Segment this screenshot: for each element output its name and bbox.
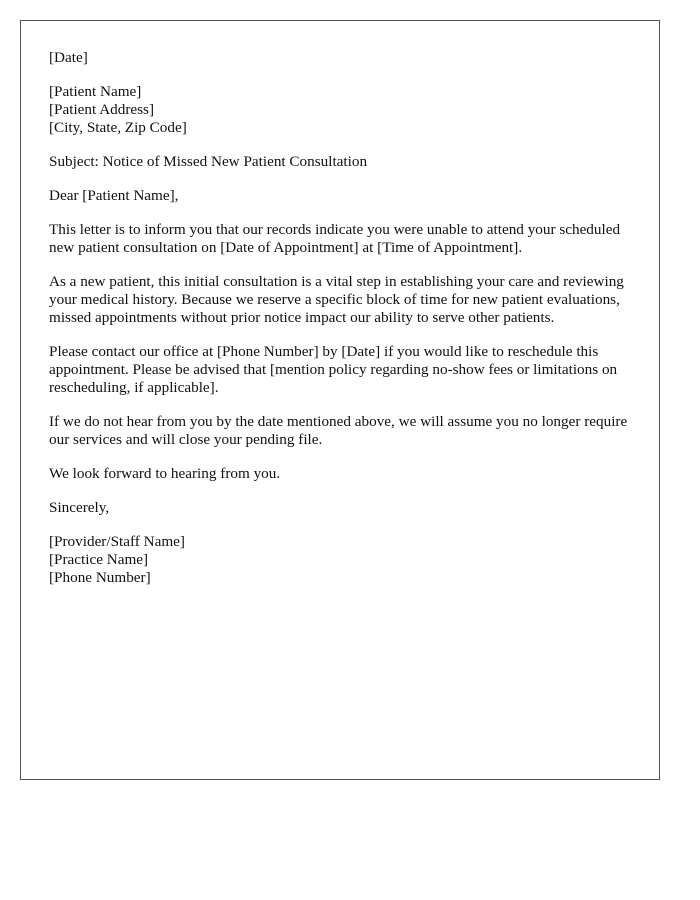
recipient-name: [Patient Name] [49,83,142,100]
letter-salutation: Dear [Patient Name], [49,187,179,204]
letter-date: [Date] [49,49,88,66]
signature-name: [Provider/Staff Name] [49,533,185,550]
body-paragraph-file-closure: If we do not hear from you by the date mentioned above, we will assume you no longer require our services and will close your pending file. [49,413,628,448]
letter-subject: Subject: Notice of Missed New Patient Consultation [49,153,368,170]
body-paragraph-reschedule: Please contact our office at [Phone Number] by [Date] if you would like to reschedule this appointment. Please be advised that [mention policy regarding no-show fees or limitations on rescheduling, if applicable]. [49,343,618,396]
signature-phone: [Phone Number] [49,569,151,586]
body-paragraph-missed-appointment: This letter is to inform you that our records indicate you were unable to attend your scheduled new patient consultation on [Date of Appointment] at [Time of Appointment]. [49,221,621,256]
recipient-block [49,83,631,137]
letter-page [20,20,660,780]
body-paragraph-importance: As a new patient, this initial consultation is a vital step in establishing your care and reviewing your medical history. Because we reserve a specific block of time for new patient evaluations, missed appointments without prior notice impact our ability to serve other patients. [49,273,624,326]
signature-block [49,533,631,587]
signature-practice: [Practice Name] [49,551,149,568]
recipient-city-state-zip: [City, State, Zip Code] [49,119,187,136]
body-paragraph-look-forward: We look forward to hearing from you. [49,465,281,482]
letter-closing: Sincerely, [49,499,110,516]
recipient-address: [Patient Address] [49,101,155,118]
